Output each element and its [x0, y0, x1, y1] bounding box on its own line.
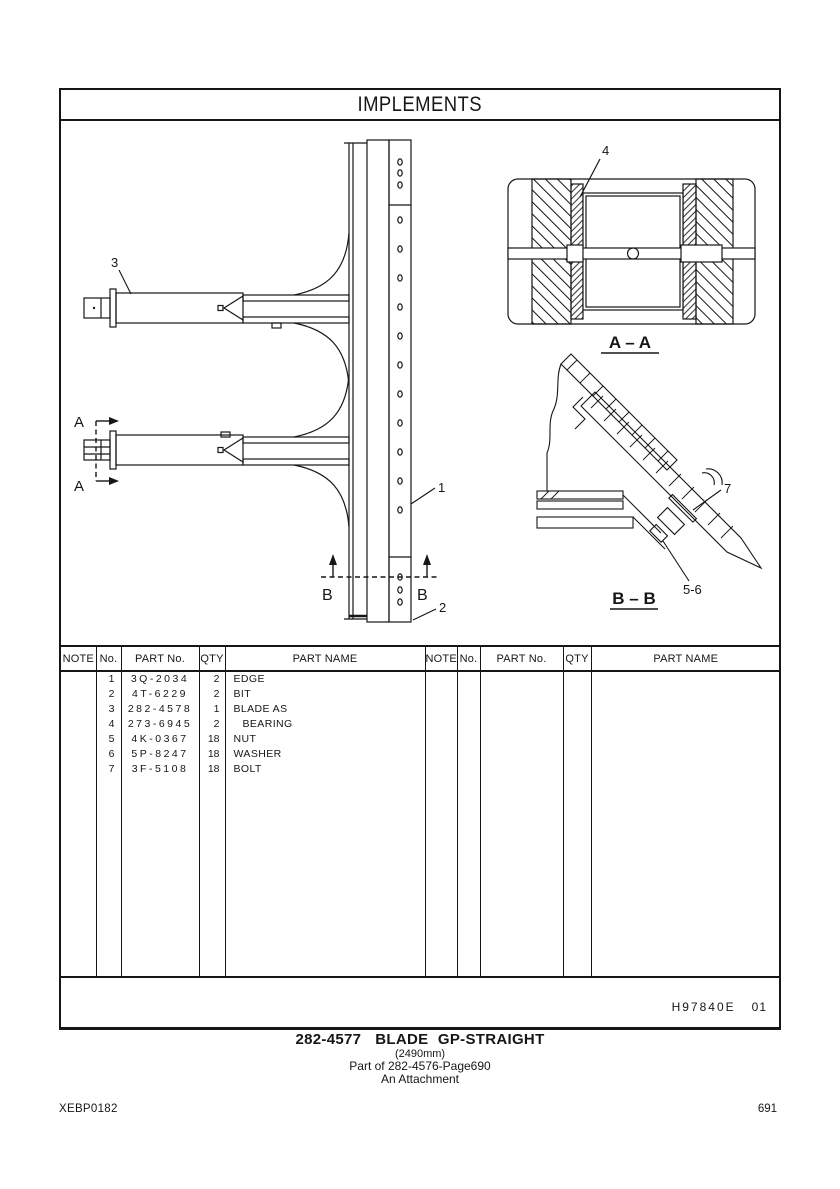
header-partname-left: PART NAME [225, 646, 425, 671]
page-title: IMPLEMENTS [357, 92, 483, 116]
header-note-left: NOTE [61, 646, 96, 671]
cell-part-name: BEARING [225, 716, 425, 731]
drawing-area [61, 121, 779, 645]
header-no-right: No. [457, 646, 480, 671]
cell-part-name: EDGE [225, 671, 425, 686]
cell-note [61, 746, 96, 761]
lower-arm [84, 375, 349, 527]
header-partno-right: PART No. [480, 646, 563, 671]
document-code-strip [61, 976, 779, 1026]
cell-qty: 1 [199, 701, 225, 716]
cell-qty: 18 [199, 761, 225, 776]
section-a-marker-label-top: A [74, 414, 85, 431]
cell-note [61, 716, 96, 731]
header-partno-left: PART No. [121, 646, 199, 671]
cell-part-no: 3Q-2034 [121, 671, 199, 686]
cell-note [61, 761, 96, 776]
cell-qty: 18 [199, 731, 225, 746]
section-cut-markers [96, 417, 439, 577]
main-assembly-view [84, 140, 411, 622]
cell-part-no: 4T-6229 [121, 686, 199, 701]
cell-no: 1 [96, 671, 121, 686]
table-row [61, 731, 780, 746]
title-bar [61, 90, 779, 121]
technical-drawing [61, 121, 779, 645]
cell-part-name: BIT [225, 686, 425, 701]
cell-note [61, 686, 96, 701]
bolt-holes [398, 159, 402, 605]
cell-part-no: 4K-0367 [121, 731, 199, 746]
table-row [61, 686, 780, 701]
document-revision: 01 [751, 1000, 767, 1014]
table-empty-space [61, 776, 780, 976]
header-no-left: No. [96, 646, 121, 671]
page-number: 691 [757, 1103, 777, 1115]
page-border-frame [59, 88, 781, 1030]
table-row [61, 761, 780, 776]
cell-part-no: 282-4578 [121, 701, 199, 716]
callout-1: 1 [438, 480, 446, 495]
cell-part-no: 273-6945 [121, 716, 199, 731]
cell-no: 5 [96, 731, 121, 746]
cell-no: 2 [96, 686, 121, 701]
document-code: H97840E [671, 1000, 736, 1014]
upper-arm [84, 233, 349, 385]
cell-no: 7 [96, 761, 121, 776]
header-partname-right: PART NAME [591, 646, 780, 671]
section-aa-view [508, 159, 755, 353]
section-a-marker-label-bottom: A [74, 478, 85, 495]
table-row [61, 716, 780, 731]
caption-part-name: BLADE GP-STRAIGHT [375, 1031, 545, 1048]
header-note-right: NOTE [425, 646, 457, 671]
cell-qty: 2 [199, 671, 225, 686]
table-header-row [61, 646, 780, 671]
cell-qty: 2 [199, 716, 225, 731]
header-qty-left: QTY [199, 646, 225, 671]
cell-qty: 2 [199, 686, 225, 701]
cell-part-name: WASHER [225, 746, 425, 761]
table-row [61, 746, 780, 761]
table-row [61, 671, 780, 686]
caption-dimension: (2490mm) [394, 1048, 446, 1060]
parts-table [61, 645, 780, 976]
cell-no: 3 [96, 701, 121, 716]
callout-4: 4 [602, 143, 610, 158]
cell-note [61, 701, 96, 716]
caption-attachment-note: An Attachment [380, 1072, 460, 1086]
caption-part-number: 282-4577 [295, 1031, 362, 1048]
cell-part-name: BOLT [225, 761, 425, 776]
callout-7: 7 [724, 481, 732, 496]
caption-parent-ref: Part of 282-4576-Page690 [349, 1059, 491, 1073]
cell-part-no: 3F-5108 [121, 761, 199, 776]
section-b-marker-label-left: B [322, 587, 333, 604]
cell-note [61, 671, 96, 686]
cell-part-name: BLADE AS [225, 701, 425, 716]
cell-no: 6 [96, 746, 121, 761]
section-aa-title: A – A [608, 333, 652, 352]
cell-qty: 18 [199, 746, 225, 761]
caption-title-line [0, 1032, 840, 1048]
form-number: XEBP0182 [59, 1103, 118, 1115]
cell-no: 4 [96, 716, 121, 731]
section-bb-title: B – B [612, 589, 656, 608]
cell-part-name: NUT [225, 731, 425, 746]
table-row [61, 701, 780, 716]
callout-2: 2 [439, 600, 447, 615]
section-b-marker-label-right: B [417, 587, 428, 604]
cell-note [61, 731, 96, 746]
header-qty-right: QTY [563, 646, 591, 671]
callout-3: 3 [111, 255, 119, 270]
cell-part-no: 5P-8247 [121, 746, 199, 761]
page-caption [0, 1032, 840, 1086]
callout-5-6: 5-6 [683, 582, 702, 597]
